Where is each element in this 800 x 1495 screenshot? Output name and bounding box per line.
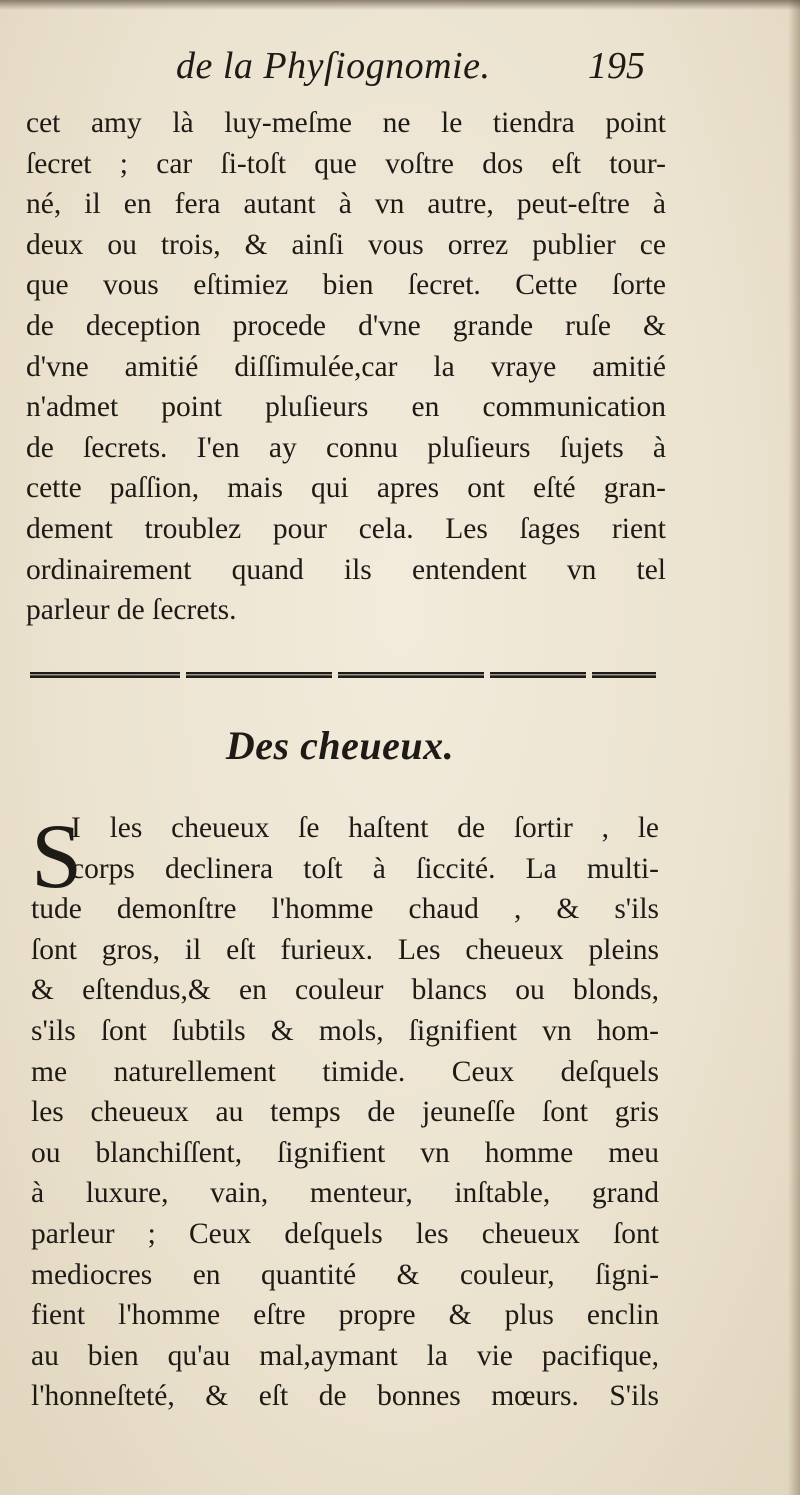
text-line: les cheueux au temps de jeuneſſe ſont gris [31, 1096, 659, 1129]
text-line: à luxure, vain, menteur, inſtable, grand [31, 1177, 659, 1210]
page-header [0, 44, 800, 94]
text-line: n'admet point pluſieurs en communication [26, 391, 666, 424]
text-line: corps declinera toſt à ſiccité. La multi- [71, 852, 659, 885]
text-line: l'honneſteté, & eſt de bonnes mœurs. S'ils [31, 1380, 659, 1413]
text-line: de ſecrets. I'en ay connu pluſieurs ſujets à [26, 431, 666, 464]
text-line: mediocres en quantité & couleur, ſigni- [31, 1258, 659, 1291]
running-head: de la Phyſiognomie. [176, 45, 491, 87]
text-line: cette paſſion, mais qui apres ont eſté gran- [26, 472, 666, 505]
text-line: d'vne amitié diſſimulée,car la vraye amitié [26, 350, 666, 383]
section-title: Des cheueux. [225, 723, 455, 768]
text-line: & eſtendus,& en couleur blancs ou blonds, [31, 974, 659, 1007]
text-line: deux ou trois, & ainſi vous orrez publier ce [26, 228, 666, 261]
text-line: cet amy là luy-meſme ne le tiendra point [26, 107, 666, 139]
text-line: né, il en fera autant à vn autre, peut-eſtre à [26, 188, 666, 221]
text-line: parleur de ſecrets. [26, 594, 237, 627]
text-line: fient l'homme eſtre propre & plus enclin [31, 1299, 659, 1332]
paragraph-bottom [31, 805, 659, 1417]
text-line: parleur ; Ceux deſquels les cheueux ſont [31, 1217, 659, 1250]
text-line: dement troublez pour cela. Les ſages rient [26, 512, 666, 545]
drop-cap: S [31, 805, 83, 907]
text-line: me naturellement timide. Ceux deſquels [31, 1055, 659, 1088]
text-line: ſecret ; car ſi-toſt que voſtre dos eſt tour- [26, 147, 666, 180]
text-line: s'ils ſont ſubtils & mols, ſignifient vn hom- [31, 1014, 659, 1047]
paragraph-top [26, 103, 666, 631]
text-line: au bien qu'au mal,aymant la vie pacifique, [31, 1339, 659, 1372]
text-line: ſont gros, il eſt furieux. Les cheueux pleins [31, 933, 659, 966]
decorative-rule [30, 669, 656, 681]
text-line: I les cheueux ſe haſtent de ſortir , le [71, 812, 659, 844]
text-line: que vous eſtimiez bien ſecret. Cette ſorte [26, 269, 666, 302]
page-number: 195 [588, 45, 645, 87]
text-line: ordinairement quand ils entendent vn tel [26, 553, 666, 586]
page-right-edge [788, 0, 800, 1495]
text-line: de deception procede d'vne grande ruſe & [26, 309, 666, 342]
page-top-edge [0, 0, 800, 10]
text-line: ou blanchiſſent, ſignifient vn homme meu [31, 1136, 659, 1169]
text-line: tude demonſtre l'homme chaud , & s'ils [31, 893, 659, 926]
